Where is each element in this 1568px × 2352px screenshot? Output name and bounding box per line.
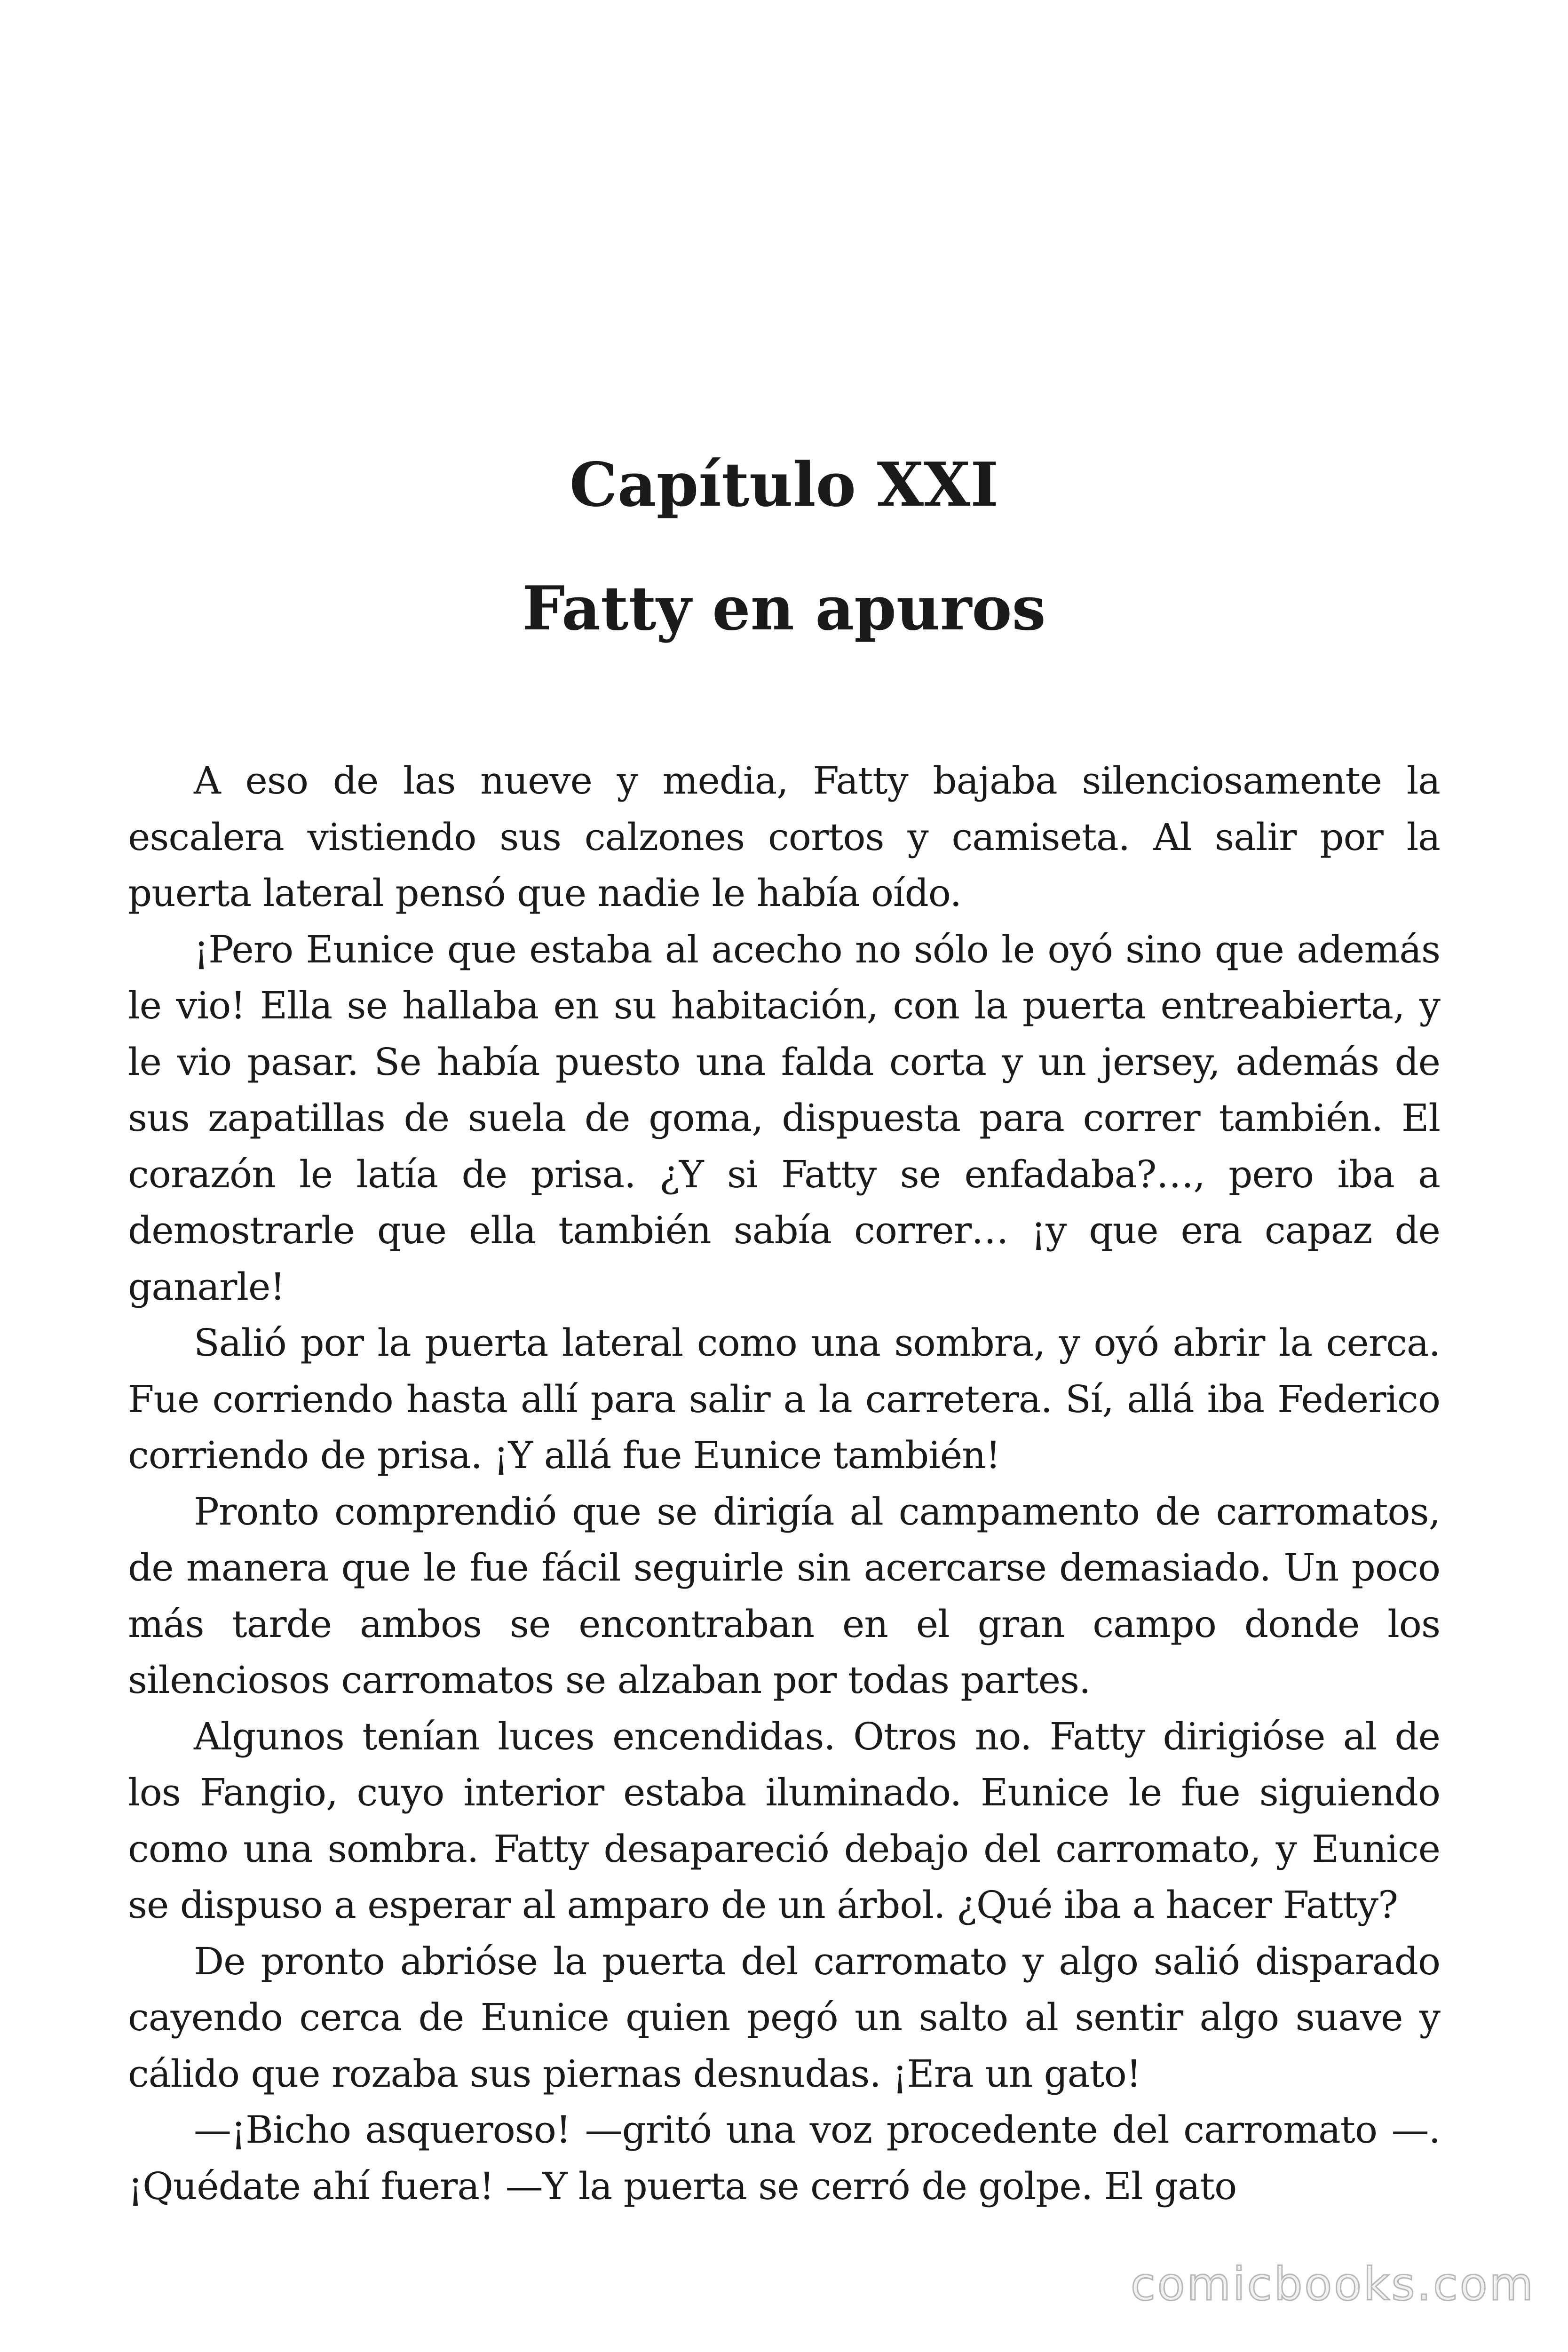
paragraph: A eso de las nueve y media, Fatty bajaba silenciosamente la escalera vistiendo sus calzones cortos y camiseta. Al salir por la puerta lateral pensó que nadie le había oído. xyxy=(128,759,1440,915)
chapter-body xyxy=(128,753,1440,2214)
paragraph: Salió por la puerta lateral como una sombra, y oyó abrir la cerca. Fue corriendo hasta allí para salir a la carretera. Sí, allá iba Federico corriendo de prisa. ¡Y allá fue Eunice también! xyxy=(128,1321,1440,1477)
paragraph: ¡Pero Eunice que estaba al acecho no sólo le oyó sino que además le vio! Ella se hallaba en su habitación, con la puerta entreabierta, y le vio pasar. Se había puesto una falda corta y un jersey, además de sus zapatillas de suela de goma, dispuesta para correr también. El corazón le latía de prisa. ¿Y si Fatty se enfadaba?…, pero iba a demostrarle que ella también sabía correr… ¡y que era capaz de ganarle! xyxy=(128,927,1440,1309)
paragraph: —¡Bicho asqueroso! —gritó una voz procedente del carromato —. ¡Quédate ahí fuera! —Y la puerta se cerró de golpe. El gato xyxy=(128,2108,1440,2208)
chapter-number: Capítulo XXI xyxy=(569,450,999,520)
paragraph: Pronto comprendió que se dirigía al campamento de carromatos, de manera que le fue fácil seguirle sin acercarse demasiado. Un poco más tarde ambos se encontraban en el gran campo donde los silenciosos carromatos se alzaban por todas partes. xyxy=(128,1489,1440,1702)
paragraph: De pronto abrióse la puerta del carromato y algo salió disparado cayendo cerca de Eunice quien pegó un salto al sentir algo suave y cálido que rozaba sus piernas desnudas. ¡Era un gato! xyxy=(128,1939,1440,2096)
chapter-title: Fatty en apuros xyxy=(522,573,1046,644)
watermark: comicbooks.com xyxy=(1130,2258,1535,2311)
paragraph: Algunos tenían luces encendidas. Otros no. Fatty dirigióse al de los Fangio, cuyo interior estaba iluminado. Eunice le fue siguiendo como una sombra. Fatty desapareció debajo del carromato, y Eunice se dispuso a esperar al amparo de un árbol. ¿Qué iba a hacer Fatty? xyxy=(128,1714,1440,1927)
